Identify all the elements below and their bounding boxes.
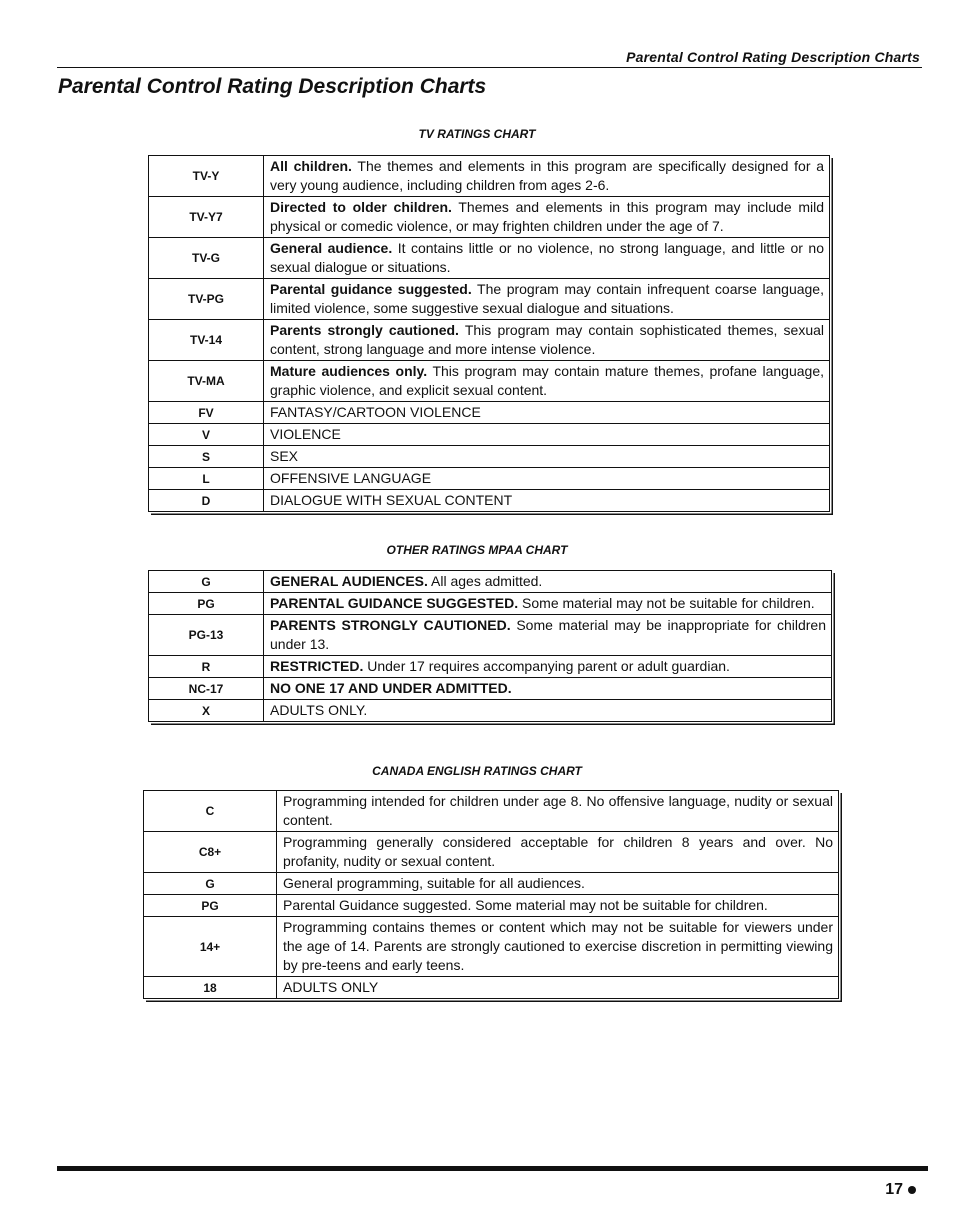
tv-rating-description [264, 402, 830, 424]
tv-rating-code: V [149, 424, 264, 446]
mpaa-rating-code: NC-17 [149, 678, 264, 700]
tv-row [149, 197, 830, 238]
mpaa-rating-code: X [149, 700, 264, 722]
canada-rating-code: PG [144, 895, 277, 917]
tv-description-text: Themes and elements in this program may include mild physical or comedic violence, or may frighten children under the age of 7. [270, 199, 824, 234]
tv-rating-description [264, 238, 830, 279]
tv-row [149, 490, 830, 512]
tv-rating-description [264, 446, 830, 468]
tv-rating-description [264, 279, 830, 320]
tv-row [149, 156, 830, 197]
mpaa-description-text: Some material may not be suitable for children. [518, 595, 815, 611]
mpaa-rating-description [264, 593, 832, 615]
tv-description-lead: Directed to older children. [270, 199, 452, 215]
canada-description-text: Programming generally considered acceptable for children 8 years and over. No profanity, nudity or sexual content. [283, 834, 833, 869]
canada-rating-description [277, 873, 839, 895]
canada-rating-code: C8+ [144, 832, 277, 873]
tv-row [149, 446, 830, 468]
tv-rating-code: TV-Y [149, 156, 264, 197]
canada-rating-description [277, 791, 839, 832]
canada-rating-code: 14+ [144, 917, 277, 977]
mpaa-description-lead: RESTRICTED. [270, 658, 364, 674]
tv-rating-description [264, 424, 830, 446]
canada-row [144, 917, 839, 977]
tv-description-lead: Parents strongly cautioned. [270, 322, 459, 338]
tv-rating-code: TV-PG [149, 279, 264, 320]
tv-description-text: The program may contain infrequent coarse language, limited violence, some suggestive sexual dialogue and situations. [270, 281, 824, 316]
canada-rating-description [277, 832, 839, 873]
tv-rating-code: TV-MA [149, 361, 264, 402]
tv-rating-description [264, 468, 830, 490]
mpaa-description-lead: GENERAL AUDIENCES. [270, 573, 428, 589]
canada-rating-description [277, 977, 839, 999]
tv-row [149, 320, 830, 361]
tv-rating-description [264, 197, 830, 238]
tv-rating-code: TV-14 [149, 320, 264, 361]
running-head: Parental Control Rating Description Charts [626, 49, 920, 65]
canada-ratings-table [143, 790, 839, 999]
mpaa-description-text: All ages admitted. [427, 573, 543, 589]
tv-row [149, 402, 830, 424]
tv-rating-description [264, 490, 830, 512]
tv-rating-description [264, 156, 830, 197]
tv-description-text: This program may contain mature themes, profane language, graphic violence, and explicit sexual content. [270, 363, 824, 398]
mpaa-rating-description [264, 678, 832, 700]
tv-rating-description [264, 320, 830, 361]
canada-chart-title: CANADA ENGLISH RATINGS CHART [372, 764, 582, 778]
mpaa-chart-title: OTHER RATINGS MPAA CHART [386, 543, 568, 557]
canada-rating-code: 18 [144, 977, 277, 999]
tv-row [149, 361, 830, 402]
page-number [885, 1181, 916, 1199]
tv-row [149, 279, 830, 320]
tv-row [149, 238, 830, 279]
mpaa-ratings-table [148, 570, 832, 722]
mpaa-row [149, 678, 832, 700]
tv-rating-code: D [149, 490, 264, 512]
mpaa-rating-description [264, 700, 832, 722]
canada-row [144, 873, 839, 895]
mpaa-row [149, 700, 832, 722]
canada-description-text: ADULTS ONLY [283, 979, 379, 995]
tv-description-lead: Parental guidance suggested. [270, 281, 472, 297]
mpaa-rating-code: R [149, 656, 264, 678]
canada-rating-description [277, 895, 839, 917]
canada-row [144, 791, 839, 832]
tv-description-text: It contains little or no violence, no strong language, and little or no sexual dialogue or situations. [270, 240, 825, 275]
canada-rating-code: C [144, 791, 277, 832]
tv-description-text: SEX [270, 448, 299, 464]
mpaa-rating-description [264, 656, 832, 678]
tv-chart-title: TV RATINGS CHART [418, 127, 536, 141]
mpaa-description-lead: PARENTAL GUIDANCE SUGGESTED. [270, 595, 519, 611]
tv-description-lead: Mature audiences only. [270, 363, 428, 379]
mpaa-description-lead: NO ONE 17 AND UNDER ADMITTED. [270, 680, 512, 696]
tv-description-text: The themes and elements in this program are specifically designed for a very young audience, including children from ages 2-6. [270, 158, 824, 193]
mpaa-description-text: Under 17 requires accompanying parent or adult guardian. [363, 658, 730, 674]
tv-row [149, 424, 830, 446]
page-title: Parental Control Rating Description Charts [58, 75, 487, 98]
canada-description-text: Parental Guidance suggested. Some material may not be suitable for children. [283, 897, 768, 913]
mpaa-rating-description [264, 571, 832, 593]
mpaa-rating-description [264, 615, 832, 656]
tv-description-lead: General audience. [270, 240, 393, 256]
tv-rating-description [264, 361, 830, 402]
mpaa-rating-code: PG [149, 593, 264, 615]
canada-row [144, 977, 839, 999]
mpaa-rating-code: PG-13 [149, 615, 264, 656]
canada-rating-code: G [144, 873, 277, 895]
mpaa-row [149, 571, 832, 593]
tv-description-text: This program may contain sophisticated themes, sexual content, strong language and more intense violence. [270, 322, 825, 357]
page-number-text: 17 [885, 1181, 903, 1198]
tv-description-text: VIOLENCE [270, 426, 341, 442]
tv-rating-code: S [149, 446, 264, 468]
footer-rule [57, 1166, 928, 1171]
mpaa-description-text: ADULTS ONLY. [270, 702, 368, 718]
mpaa-row [149, 593, 832, 615]
canada-row [144, 832, 839, 873]
header-rule [57, 67, 922, 68]
canada-description-text: General programming, suitable for all audiences. [283, 875, 585, 891]
bullet-icon [908, 1186, 916, 1194]
tv-ratings-table [148, 155, 830, 512]
mpaa-description-lead: PARENTS STRONGLY CAUTIONED. [270, 617, 511, 633]
tv-rating-code: L [149, 468, 264, 490]
tv-rating-code: TV-G [149, 238, 264, 279]
canada-rating-description [277, 917, 839, 977]
canada-description-text: Programming intended for children under age 8. No offensive language, nudity or sexual content. [283, 793, 833, 828]
tv-description-text: OFFENSIVE LANGUAGE [270, 470, 432, 486]
canada-description-text: Programming contains themes or content which may not be suitable for viewers under the age of 14. Parents are strongly cautioned to exercise discretion in permitting viewing by pre-teens and early teens. [283, 919, 833, 973]
canada-row [144, 895, 839, 917]
mpaa-row [149, 615, 832, 656]
tv-description-text: DIALOGUE WITH SEXUAL CONTENT [270, 492, 513, 508]
tv-rating-code: FV [149, 402, 264, 424]
tv-description-lead: All children. [270, 158, 352, 174]
tv-row [149, 468, 830, 490]
mpaa-row [149, 656, 832, 678]
mpaa-description-text: Some material may be inappropriate for children under 13. [270, 617, 827, 652]
tv-description-text: FANTASY/CARTOON VIOLENCE [270, 404, 481, 420]
mpaa-rating-code: G [149, 571, 264, 593]
tv-rating-code: TV-Y7 [149, 197, 264, 238]
